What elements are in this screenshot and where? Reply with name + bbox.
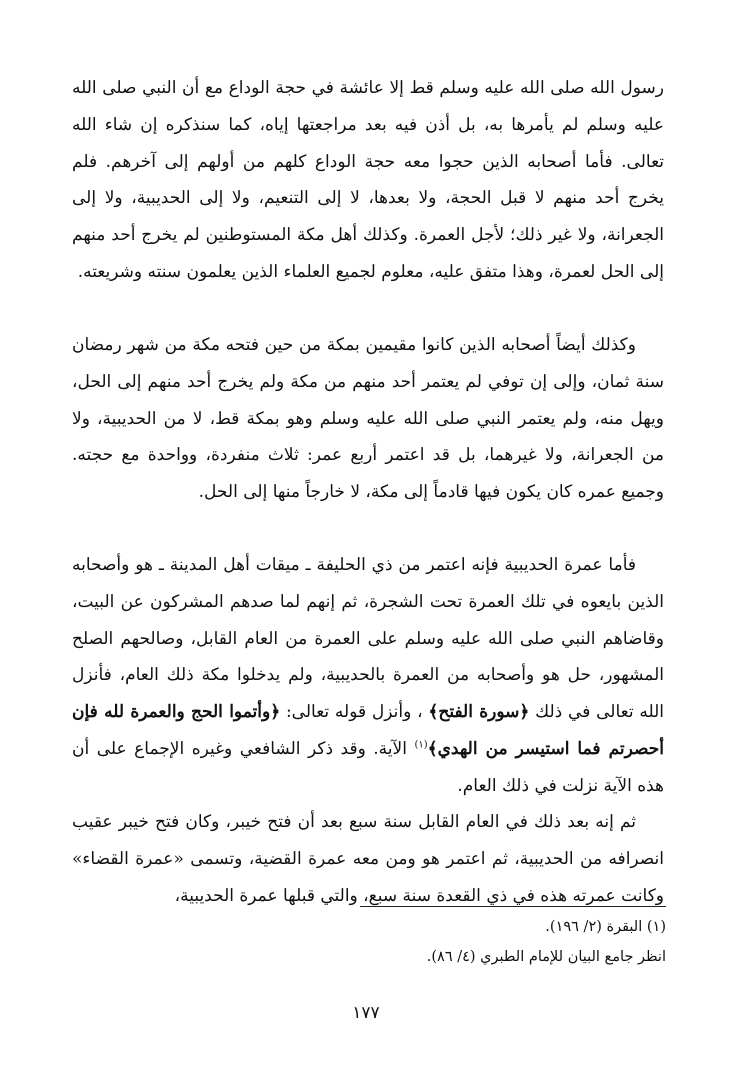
paragraph-3-text: فأما عمرة الحديبية فإنه اعتمر من ذي الحليفة ـ ميقات أهل المدينة ـ هو وأصحابه الذين بايعوه في تلك العمرة تحت الشجرة، ثم إنهم لما صدهم المشركون عن البيت، وقاضاهم النبي صلى الله عليه وسلم على العمرة من العام القابل، وصالحهم الصلح المشهور، حل هو وأصحابه من العمرة بالحديبية، ولم يدخلوا مكة ذلك العام، فأنزل الله تعالى في ذلك bbox=[72, 555, 665, 723]
paragraph-3-text-end: الآية. وقد ذكر الشافعي وغيره الإجماع على أن هذه الآية نزلت في ذلك العام. bbox=[72, 738, 664, 796]
paragraph-3 bbox=[72, 547, 664, 805]
footnote-marker: (١) bbox=[414, 739, 428, 751]
paragraph-3-text-mid: ، وأنزل قوله تعالى: bbox=[280, 702, 429, 723]
paragraph-2 bbox=[72, 327, 664, 511]
footnote-2: انظر جامع البيان للإمام الطبري (٤/ ٨٦). bbox=[426, 949, 666, 965]
page-number: ١٧٧ bbox=[352, 1003, 380, 1023]
surah-name: ﴿سورة الفتح﴾ bbox=[428, 702, 530, 723]
paragraph-1 bbox=[72, 70, 664, 291]
paragraph-4-text: ثم إنه بعد ذلك في العام القابل سنة سبع بعد أن فتح خيبر، وكان فتح خيبر عقيب انصرافه من الحديبية، ثم اعتمر هو ومن معه عمرة القضية، وتسمى «عمرة القضاء» وكانت عمرته هذه في ذي القعدة سنة سبع، والتي قبلها عمرة الحديبية، bbox=[72, 812, 664, 906]
paragraph-2-text: وكذلك أيضاً أصحابه الذين كانوا مقيمين بمكة من حين فتحه مكة من شهر رمضان سنة ثمان، وإلى إن توفي لم يعتمر أحد منهم من مكة ولم يخرج أحد منهم إلى الحل، ويهل منه، ولم يعتمر النبي صلى الله عليه وسلم وهو بمكة قط، لا من الحديبية، ولا من الجعرانة، ولا غيرهما، بل قد اعتمر أربع عمر: ثلاث منفردة، وواحدة مع حجته. وجميع عمره كان يكون فيها قادماً إلى مكة، لا خارجاً منها إلى الحل. bbox=[72, 335, 664, 503]
footnote-1: (١) البقرة (٢/ ١٩٦). bbox=[545, 919, 666, 935]
paragraph-4 bbox=[72, 804, 664, 914]
footnotes bbox=[300, 912, 666, 972]
paragraph-1-text: رسول الله صلى الله عليه وسلم قط إلا عائشة في حجة الوداع مع أن النبي صلى الله عليه وسلم لم يأمرها به، بل أذن فيه بعد مراجعتها إياه، كما سنذكره إن شاء الله تعالى. فأما أصحابه الذين حجوا معه حجة الوداع كلهم من أولهم إلى آخرهم. فلم يخرج أحد منهم لا قبل الحجة، ولا بعدها، لا إلى التنعيم، ولا إلى الحديبية، ولا إلى الجعرانة، ولا غير ذلك؛ لأجل العمرة. وكذلك أهل مكة المستوطنين لم يخرج أحد منهم إلى الحل لعمرة، وهذا متفق عليه، معلوم لجميع العلماء الذين يعلمون سنته وشريعته. bbox=[72, 78, 665, 282]
footnote-divider bbox=[360, 906, 666, 907]
quran-verse: ﴿وأتموا الحج والعمرة لله فإن أحصرتم فما استيسر من الهدي﴾ bbox=[72, 702, 664, 759]
